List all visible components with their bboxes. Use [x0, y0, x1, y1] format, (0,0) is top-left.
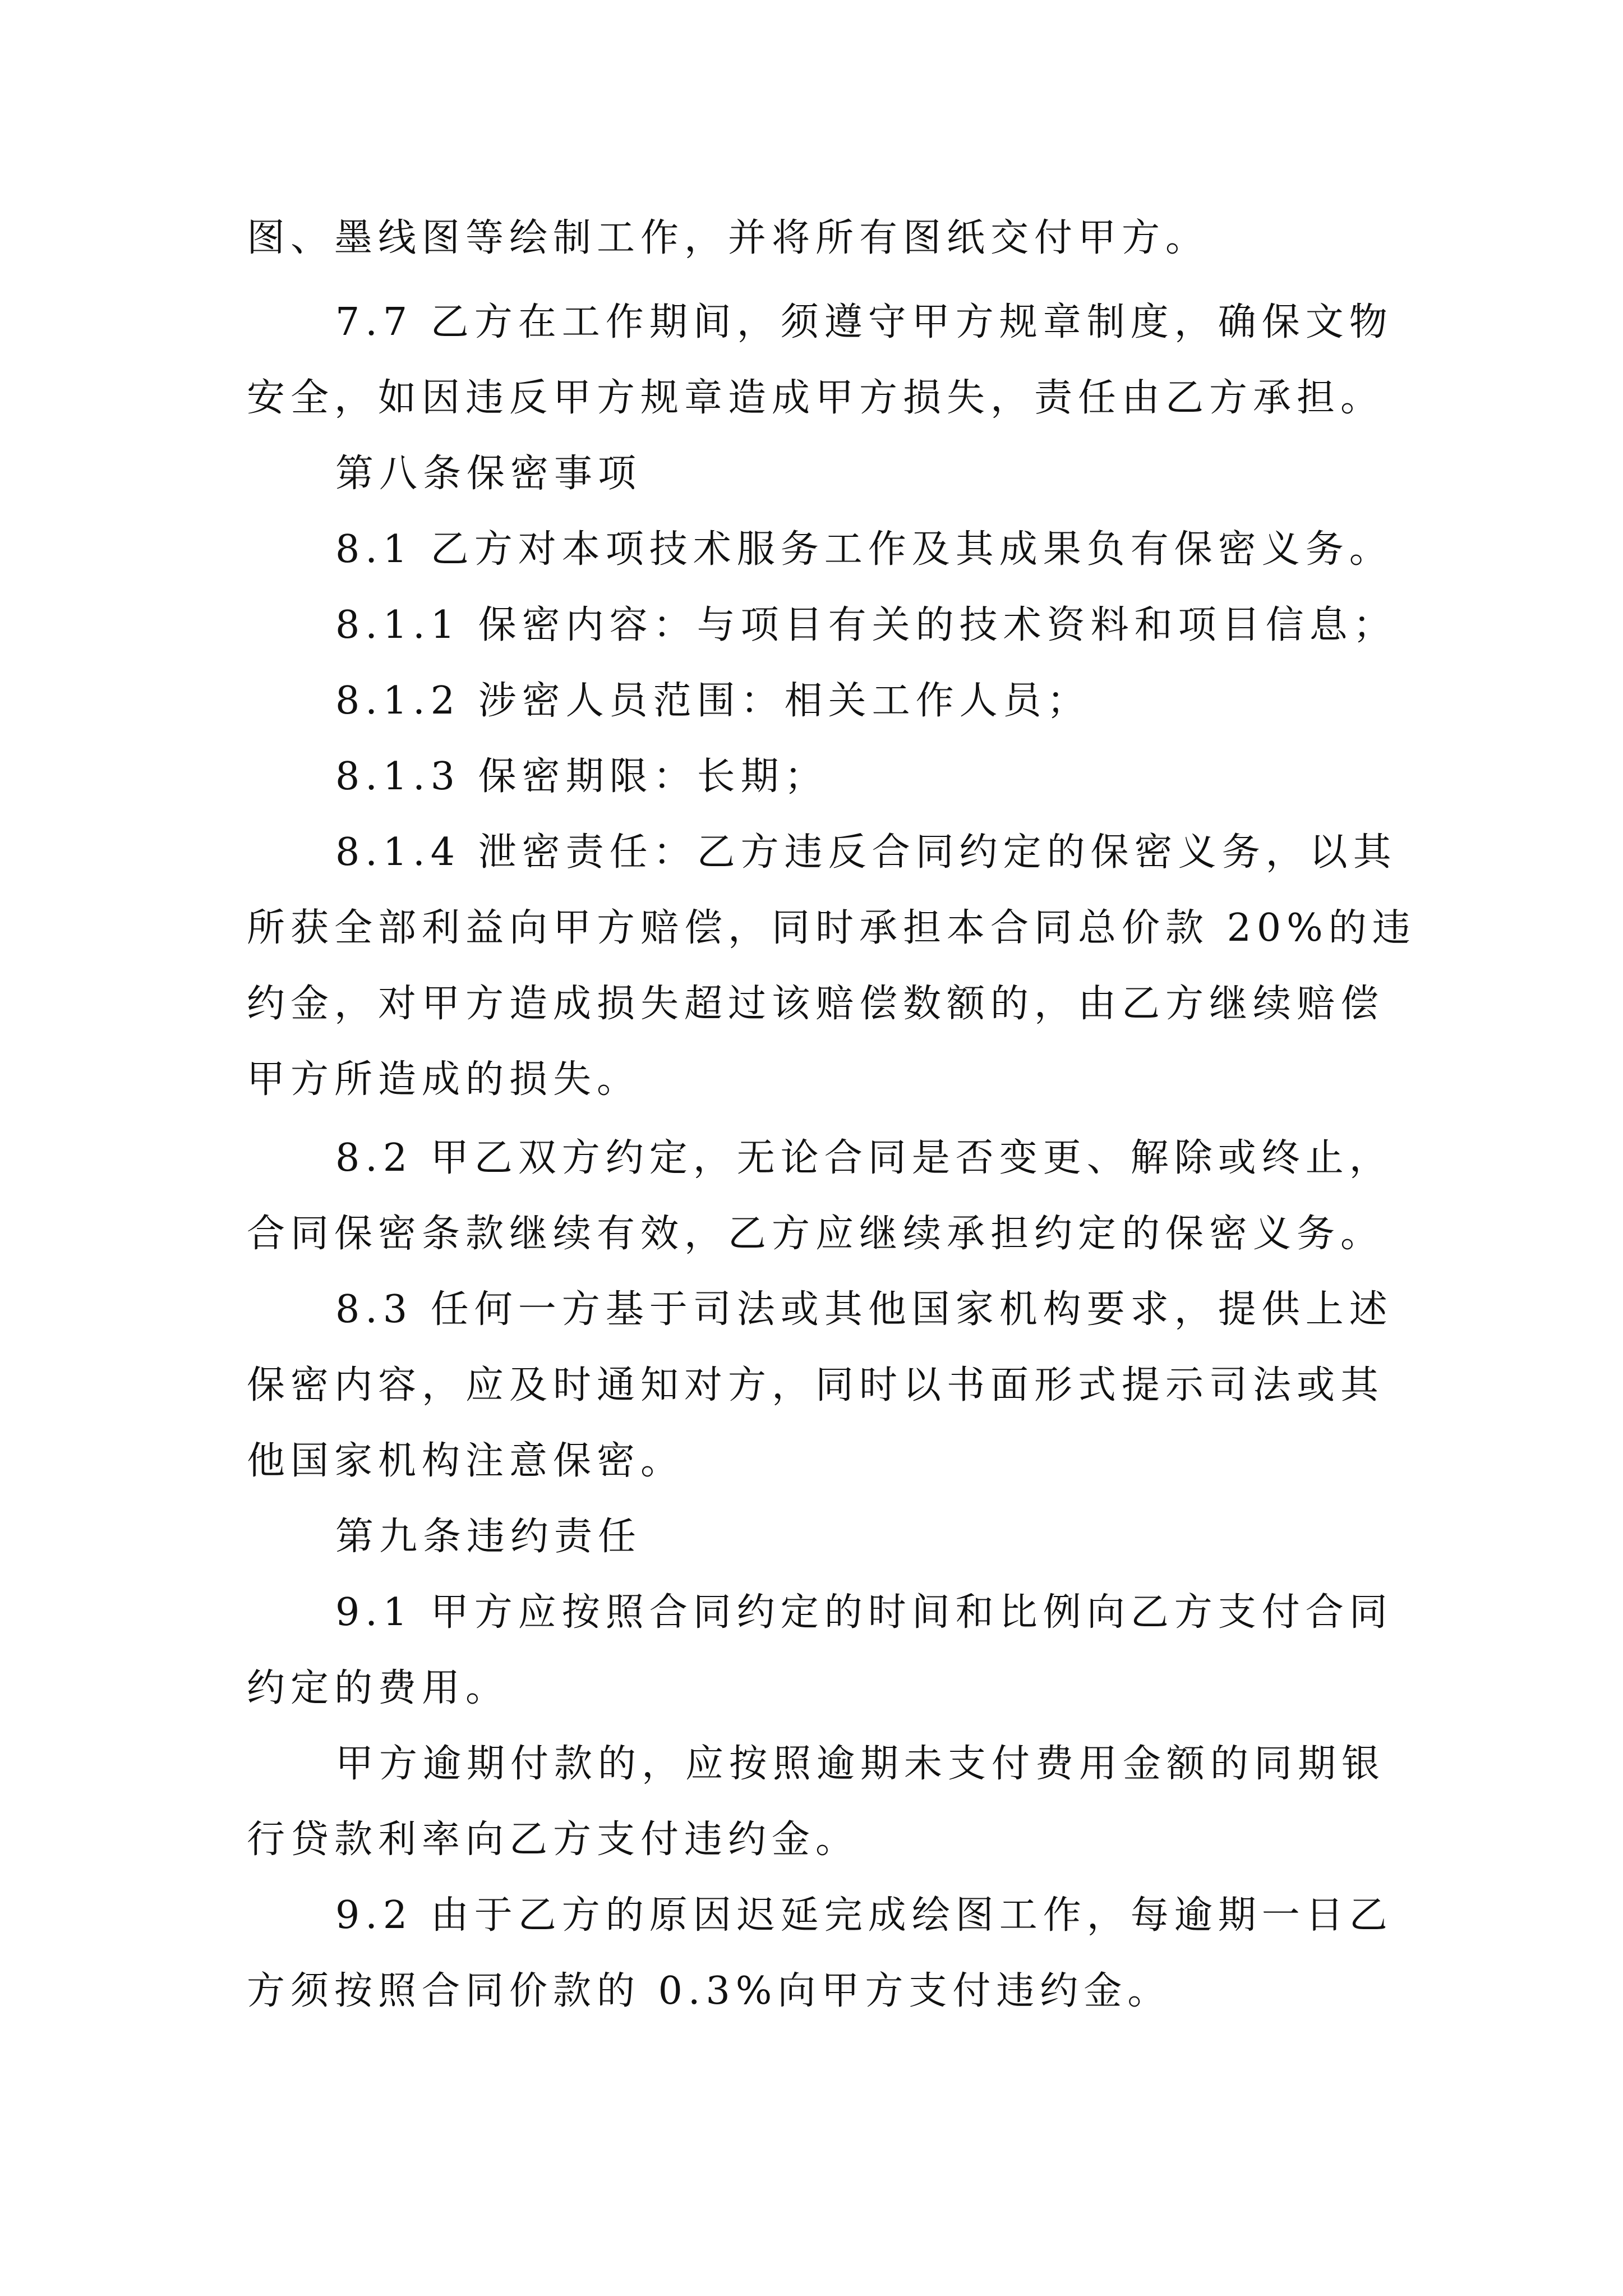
text-line: 8.1 乙方对本项技术服务工作及其成果负有保密义务。 [335, 527, 1393, 572]
text-line: 7.7 乙方在工作期间，须遵守甲方规章制度，确保文物 [335, 300, 1393, 344]
text-line: 所获全部利益向甲方赔偿，同时承担本合同总价款 20%的违 [247, 906, 1416, 950]
text-line: 8.2 甲乙双方约定，无论合同是否变更、解除或终止， [335, 1136, 1393, 1180]
text-line: 约定的费用。 [247, 1666, 510, 1710]
text-line: 甲方逾期付款的，应按照逾期未支付费用金额的同期银 [335, 1742, 1386, 1786]
text-line: 行贷款利率向乙方支付违约金。 [247, 1818, 860, 1862]
text-line: 8.1.4 泄密责任：乙方违反合同约定的保密义务，以其 [335, 830, 1397, 875]
text-line: 合同保密条款继续有效，乙方应继续承担约定的保密义务。 [247, 1212, 1385, 1256]
text-line: 8.1.3 保密期限：长期； [335, 754, 828, 799]
text-line: 8.1.2 涉密人员范围：相关工作人员； [335, 679, 1091, 723]
text-line: 图、墨线图等绘制工作，并将所有图纸交付甲方。 [247, 216, 1210, 260]
text-line: 安全，如因违反甲方规章造成甲方损失，责任由乙方承担。 [247, 376, 1385, 420]
section-heading: 第九条违约责任 [335, 1515, 642, 1559]
text-line: 9.2 由于乙方的原因迟延完成绘图工作，每逾期一日乙 [335, 1893, 1393, 1938]
text-line: 约金，对甲方造成损失超过该赔偿数额的，由乙方继续赔偿 [247, 982, 1385, 1026]
text-line: 8.3 任何一方基于司法或其他国家机构要求，提供上述 [335, 1287, 1393, 1332]
text-line: 甲方所造成的损失。 [247, 1057, 641, 1102]
text-line: 8.1.1 保密内容：与项目有关的技术资料和项目信息； [335, 603, 1397, 647]
text-line: 方须按照合同价款的 0.3%向甲方支付违约金。 [247, 1969, 1172, 2013]
text-line: 他国家机构注意保密。 [247, 1439, 685, 1483]
section-heading: 第八条保密事项 [335, 452, 642, 496]
text-line: 9.1 甲方应按照合同约定的时间和比例向乙方支付合同 [335, 1590, 1393, 1635]
text-line: 保密内容，应及时通知对方，同时以书面形式提示司法或其 [247, 1363, 1385, 1407]
